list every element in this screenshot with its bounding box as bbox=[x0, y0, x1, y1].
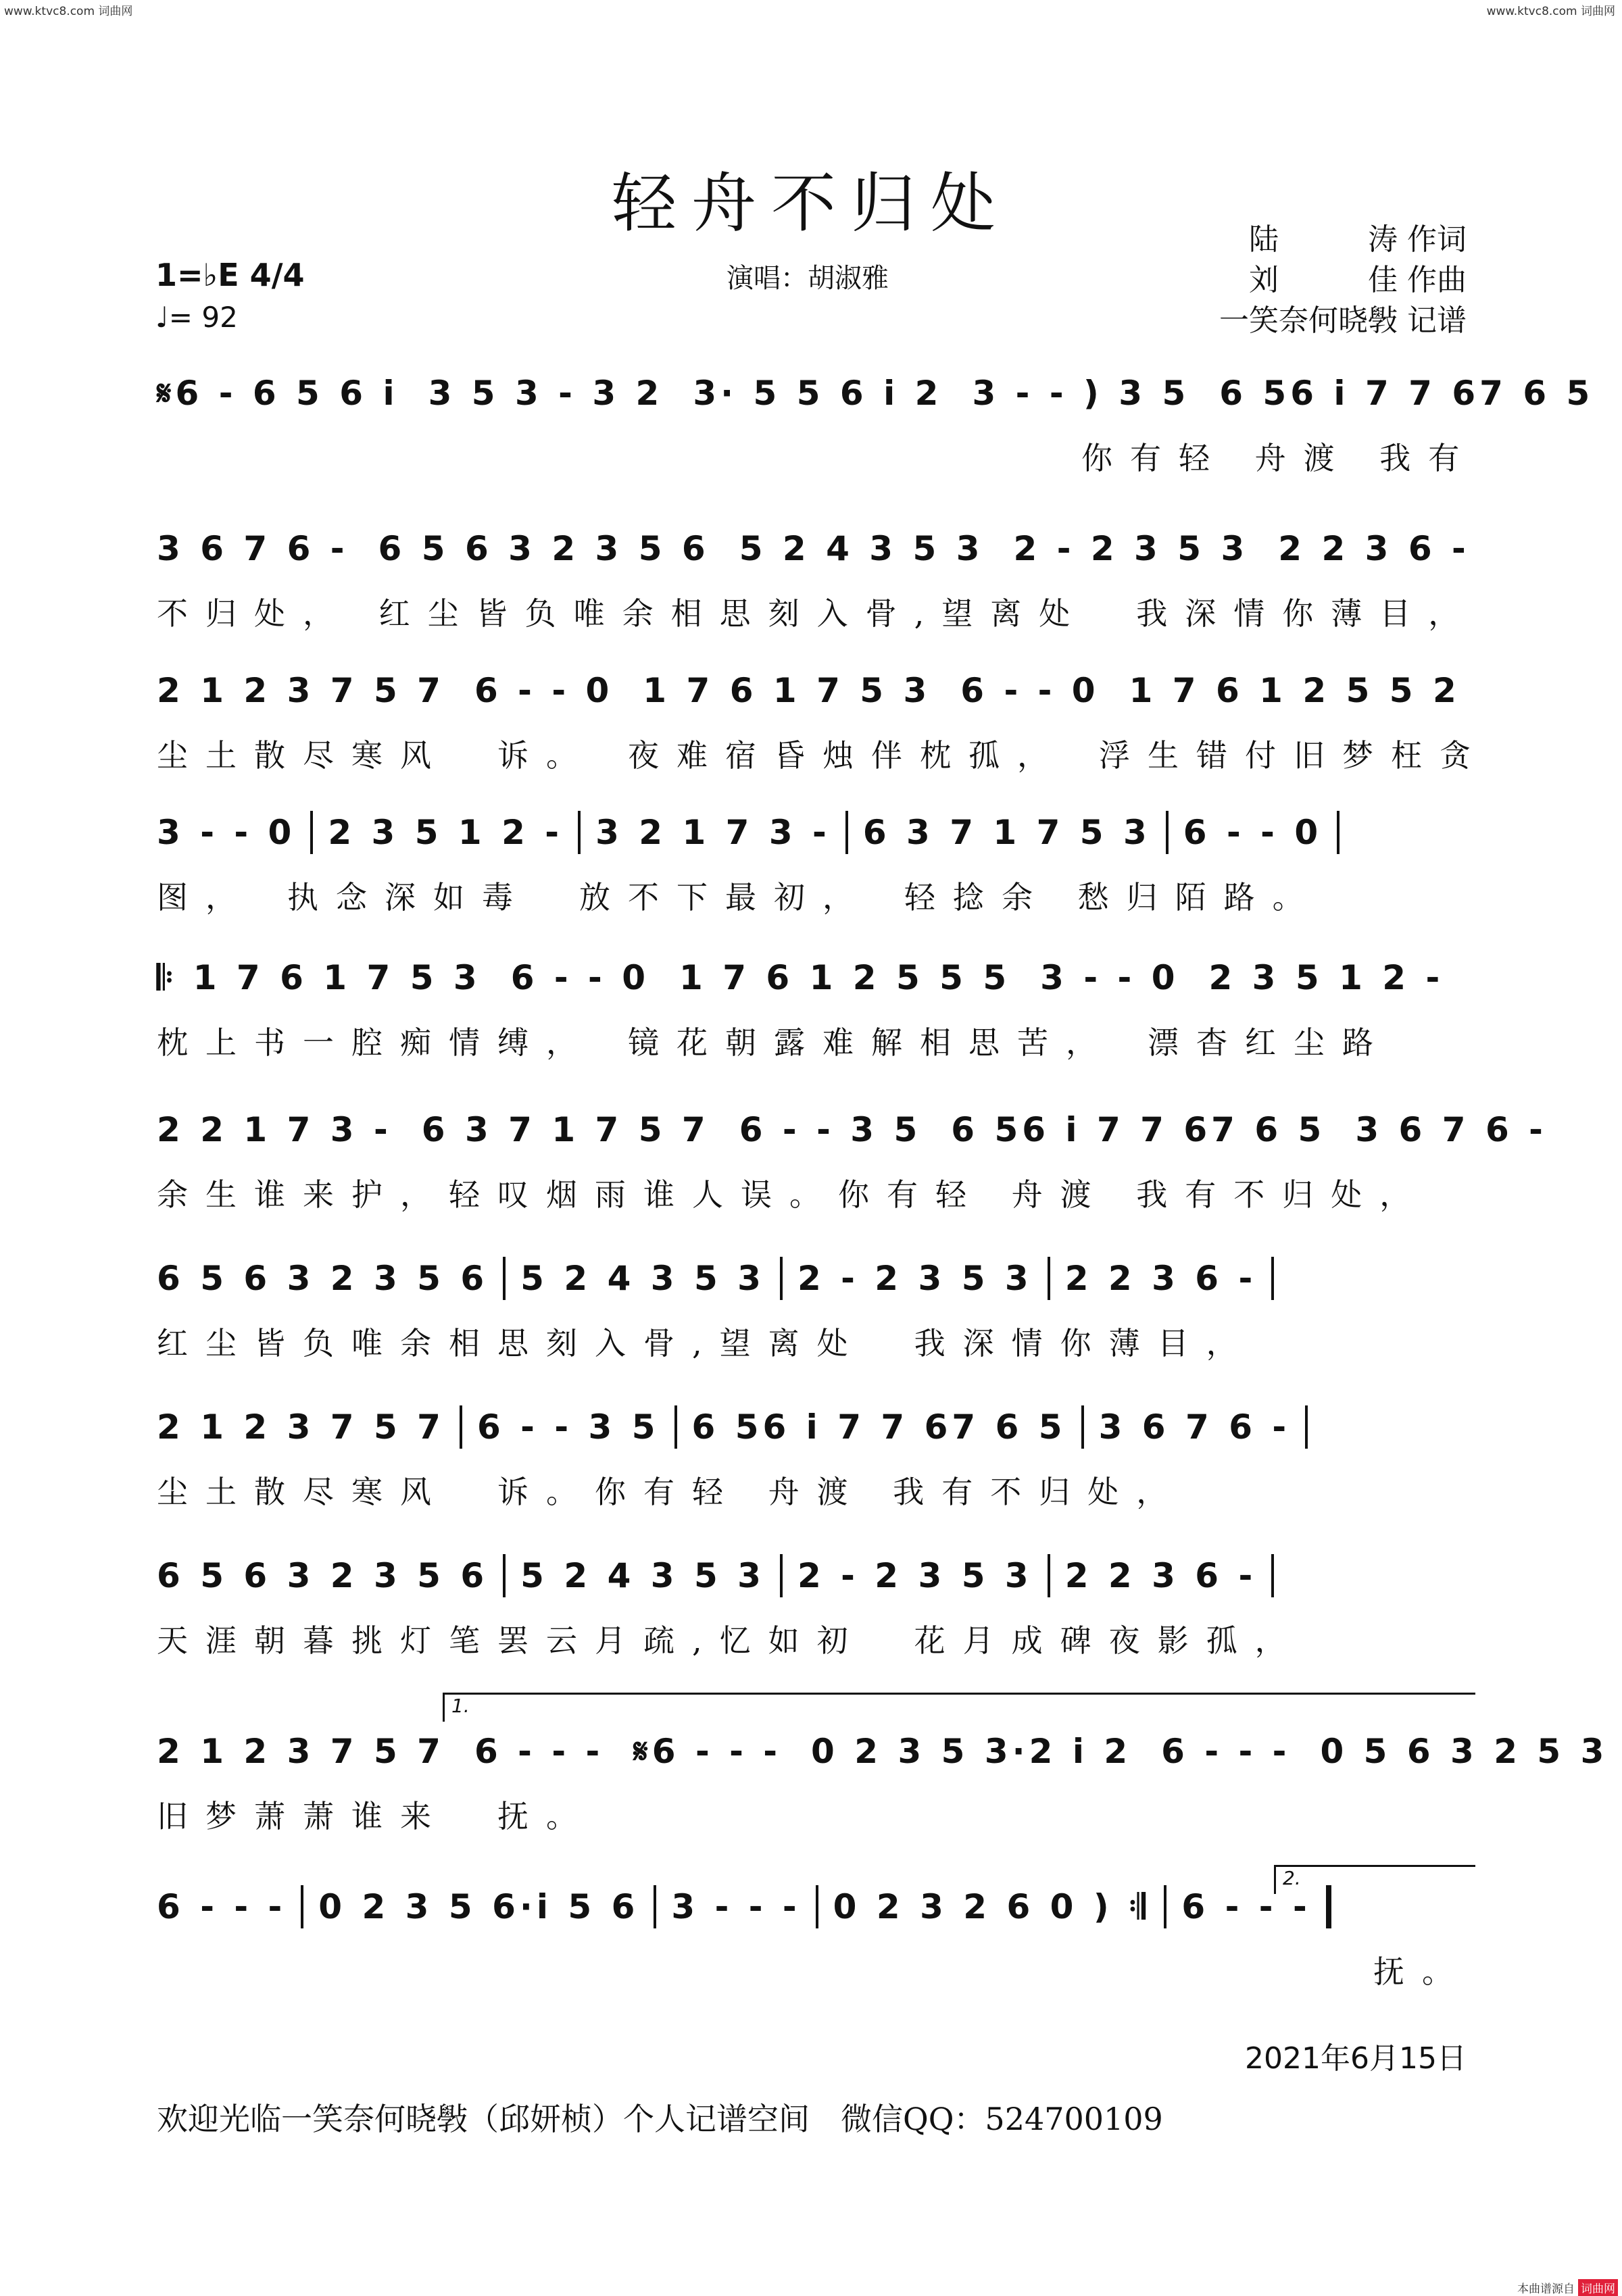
composer-credit: 刘 佳 作曲 bbox=[1249, 263, 1467, 297]
volta-first: 1. bbox=[443, 1693, 1475, 1722]
notation-line bbox=[157, 1257, 1468, 1300]
measure: 6 - - - bbox=[1181, 1887, 1311, 1926]
measure: 3 - - 0 bbox=[1040, 958, 1179, 997]
barline bbox=[1271, 1554, 1274, 1597]
measure: 2 - 2 3 5 3 bbox=[797, 1556, 1033, 1595]
date: 2021年6月15日 bbox=[1245, 2041, 1467, 2076]
measure: 6 5 6 3 2 3 5 6 bbox=[157, 1259, 489, 1298]
singer-credit: 演唱：胡淑雅 bbox=[727, 263, 889, 294]
measure: 1 7 6 1 7 5 3 bbox=[643, 671, 931, 710]
footer-note: 欢迎光临一笑奈何晓斅（邱妍桢）个人记谱空间 微信QQ：524700109 bbox=[157, 2101, 1163, 2137]
barline bbox=[460, 1405, 462, 1449]
measure: 2 3 5 1 2 - bbox=[328, 813, 564, 852]
notation-line bbox=[157, 527, 1468, 570]
measure: 2 1 2 3 7 5 7 bbox=[157, 1407, 445, 1447]
lyrics-line: 不归处， 红尘皆负唯余相思刻入骨,望离处 我深情你薄目， bbox=[157, 595, 1477, 632]
measure: 5 2 4 3 5 3 bbox=[739, 529, 984, 568]
barline bbox=[845, 811, 848, 854]
barline bbox=[1271, 1257, 1274, 1300]
notation-line bbox=[157, 1885, 1468, 1928]
source-badge: 词曲网 bbox=[1578, 2279, 1618, 2296]
notation-line bbox=[157, 1730, 1608, 1773]
measure: 6 - - - bbox=[1161, 1732, 1291, 1771]
barline bbox=[503, 1554, 506, 1597]
measure: 3 6 7 6 - bbox=[1355, 1110, 1547, 1149]
measure: 6 5 6 3 2 3 5 6 bbox=[378, 529, 710, 568]
measure: 𝄆 1 7 6 1 7 5 3 bbox=[157, 957, 481, 997]
measure: 2 - 2 3 5 3 bbox=[1013, 529, 1249, 568]
measure: 3 5 3 - 3 2 bbox=[428, 374, 664, 413]
lyrics-line: 旧梦萧萧谁来 抚。 bbox=[157, 1798, 595, 1835]
measure: 3 - - ) 3 5 bbox=[972, 374, 1190, 413]
measure: 2 2 3 6 - bbox=[1278, 529, 1470, 568]
barline bbox=[1166, 811, 1169, 854]
barline bbox=[1048, 1554, 1050, 1597]
measure: 𝄋6 - - - bbox=[633, 1731, 782, 1771]
measure: 6 3 7 1 7 5 7 bbox=[421, 1110, 710, 1149]
barline bbox=[654, 1885, 656, 1928]
barline bbox=[1048, 1257, 1050, 1300]
lyrics-line: 尘土散尽寒风 诉。 夜难宿昏烛伴枕孤， 浮生错付旧梦枉贪 bbox=[157, 737, 1488, 774]
notation-line bbox=[157, 372, 1594, 415]
transcriber-credit: 一笑奈何晓斅 记谱 bbox=[1219, 303, 1467, 338]
tempo-mark: ♩= 92 bbox=[155, 301, 238, 334]
measure: 2 1 2 3 7 5 7 bbox=[157, 671, 445, 710]
barline bbox=[503, 1257, 506, 1300]
barline bbox=[816, 1885, 818, 1928]
barline bbox=[578, 811, 581, 854]
site-watermark-left: www.ktvc8.com 词曲网 bbox=[4, 5, 133, 18]
lyricist-credit: 陆 涛 作词 bbox=[1249, 222, 1467, 257]
measure: 2 2 3 6 - bbox=[1064, 1259, 1257, 1298]
measure: 6 - - 3 5 bbox=[739, 1110, 922, 1149]
measure: 6 56 i 7 7 67 6 5 bbox=[1219, 374, 1594, 413]
measure: 6 - - 0 bbox=[960, 671, 1100, 710]
barline bbox=[674, 1405, 677, 1449]
measure: 6 56 i 7 7 67 6 5 bbox=[691, 1407, 1066, 1447]
barline bbox=[1164, 1885, 1166, 1928]
measure: 1 7 6 1 2 5 5 5 bbox=[679, 958, 1011, 997]
site-watermark-right: www.ktvc8.com 词曲网 bbox=[1486, 5, 1615, 18]
measure: 0 2 3 2 6 0 ) 𝄇 bbox=[833, 1887, 1150, 1926]
lyrics-line: 天涯朝暮挑灯笔罢云月疏,忆如初 花月成碑夜影孤， bbox=[157, 1622, 1304, 1659]
measure: 1 7 6 1 2 5 5 2 bbox=[1129, 671, 1460, 710]
notation-line bbox=[157, 669, 1468, 712]
notation-line bbox=[157, 1108, 1547, 1151]
measure: 5 2 4 3 5 3 bbox=[520, 1556, 765, 1595]
notation-line bbox=[157, 1554, 1468, 1597]
measure: 6 3 7 1 7 5 3 bbox=[862, 813, 1151, 852]
lyrics-line: 你有轻 舟渡 我有 bbox=[157, 440, 1477, 476]
barline bbox=[301, 1885, 303, 1928]
lyrics-line: 尘土散尽寒风 诉。你有轻 舟渡 我有不归处， bbox=[157, 1474, 1185, 1510]
measure: 2 2 3 6 - bbox=[1064, 1556, 1257, 1595]
measure: 2 - 2 3 5 3 bbox=[797, 1259, 1033, 1298]
notation-line bbox=[157, 1405, 1468, 1449]
notation-line bbox=[157, 956, 1468, 999]
barline bbox=[1337, 811, 1340, 854]
source-note: 本曲谱源自 bbox=[1517, 2282, 1575, 2296]
lyrics-line: 图， 执念深如毒 放不下最初， 轻捻余 愁归陌路。 bbox=[157, 879, 1321, 916]
barline bbox=[780, 1257, 783, 1300]
lyrics-line: 余生谁来护，轻叹烟雨谁人误。你有轻 舟渡 我有不归处， bbox=[157, 1176, 1429, 1213]
barline bbox=[1081, 1405, 1084, 1449]
measure: 2 3 5 1 2 - bbox=[1208, 958, 1444, 997]
measure: 6 - - 3 5 bbox=[476, 1407, 660, 1447]
measure: 𝄋6 - 6 5 6 i bbox=[157, 373, 399, 413]
measure: 3 6 7 6 - bbox=[1098, 1407, 1291, 1447]
volta-second: 2. bbox=[1274, 1865, 1475, 1894]
barline bbox=[780, 1554, 783, 1597]
measure: 6 5 6 3 2 3 5 6 bbox=[157, 1556, 489, 1595]
measure: 6 - - - bbox=[474, 1732, 604, 1771]
notation-line bbox=[157, 811, 1468, 854]
measure: 3 2 1 7 3 - bbox=[595, 813, 831, 852]
lyrics-line: 红尘皆负唯余相思刻入骨,望离处 我深情你薄目， bbox=[157, 1325, 1255, 1362]
measure: 5 2 4 3 5 3 bbox=[520, 1259, 765, 1298]
measure: 2 1 2 3 7 5 7 bbox=[157, 1732, 445, 1771]
measure: 3 6 7 6 - bbox=[157, 529, 349, 568]
barline bbox=[1305, 1405, 1308, 1449]
measure: 0 2 3 5 6·i 5 6 bbox=[318, 1887, 639, 1926]
measure: 0 5 6 3 2 5 3 bbox=[1320, 1732, 1608, 1771]
measure: 6 - - 0 bbox=[474, 671, 614, 710]
measure: 2 2 1 7 3 - bbox=[157, 1110, 392, 1149]
lyrics-line: 枕上书一腔痴情缚， 镜花朝露难解相思苦， 漂杳红尘路 bbox=[157, 1024, 1391, 1061]
measure: 0 2 3 5 3·2 i 2 bbox=[811, 1732, 1132, 1771]
measure: 3 - - - bbox=[671, 1887, 801, 1926]
measure: 6 56 i 7 7 67 6 5 bbox=[951, 1110, 1326, 1149]
song-title: 轻舟不归处 bbox=[612, 166, 1010, 241]
measure: 3 - - 0 bbox=[157, 813, 296, 852]
key-signature: 1=♭E 4/4 bbox=[155, 257, 305, 293]
measure: 6 - - 0 bbox=[510, 958, 649, 997]
measure: 6 - - - bbox=[157, 1887, 287, 1926]
barline bbox=[310, 811, 313, 854]
lyrics-line: 抚。 bbox=[157, 1953, 1471, 1990]
measure: 3· 5 5 6 i 2 bbox=[693, 374, 943, 413]
measure: 6 - - 0 bbox=[1183, 813, 1323, 852]
